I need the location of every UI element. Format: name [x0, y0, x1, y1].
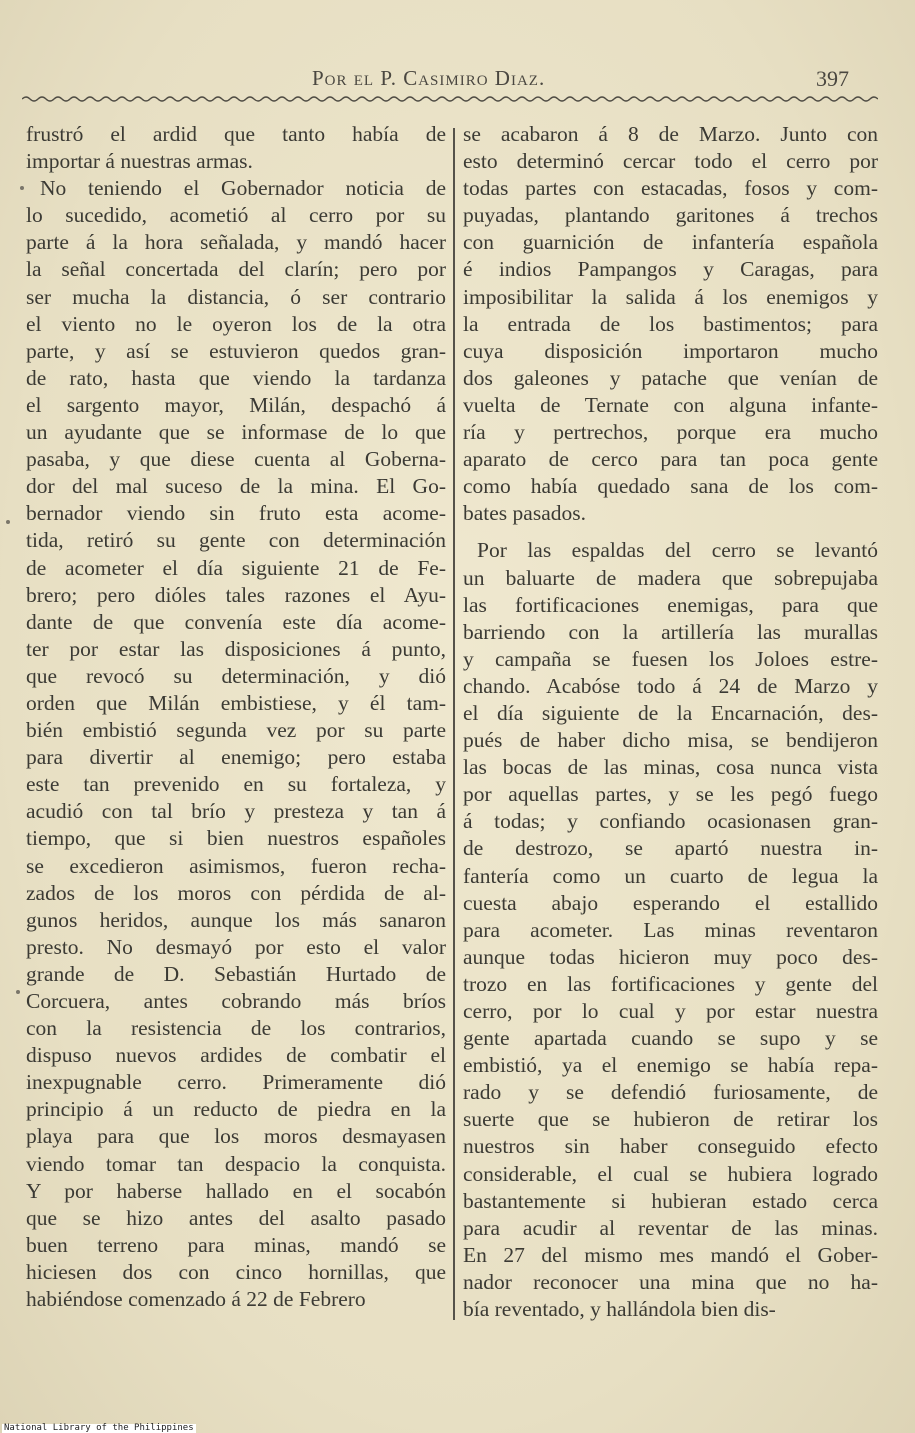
text-line: el viento no le oyeron los de la otra [26, 311, 446, 336]
text-line: bates pasados. [463, 501, 586, 526]
ink-speck [20, 186, 24, 190]
text-line: de acometer el día siguiente 21 de Fe- [26, 555, 446, 580]
text-line: con la resistencia de los contrarios, [26, 1016, 446, 1041]
running-head [0, 58, 915, 98]
text-line: este tan prevenido en su fortaleza, y [26, 772, 446, 797]
text-line: imposibilitar la salida á los enemigos y [463, 284, 878, 309]
text-line: puyadas, plantando garitones á trechos [463, 203, 878, 228]
text-line: presto. No desmayó por esto el valor [26, 934, 446, 959]
text-line: zados de los moros con pérdida de al- [26, 880, 446, 905]
text-line: playa para que los moros desmayasen [26, 1124, 446, 1149]
text-line: la entrada de los bastimentos; para [463, 311, 878, 336]
text-line: ter por estar las disposiciones á punto, [26, 636, 446, 661]
text-line: gunos heridos, aunque los más sanaron [26, 907, 446, 932]
text-line: dos galeones y patache que venían de [463, 365, 878, 390]
text-line: para acometer. Las minas reventaron [463, 917, 878, 942]
ink-speck [16, 990, 20, 994]
text-line: embistió, ya el enemigo se había repa- [463, 1053, 878, 1078]
text-line: bernador viendo sin fruto esta acome- [26, 501, 446, 526]
text-line: dispuso nuevos ardides de combatir el [26, 1043, 446, 1068]
text-line: é indios Pampangos y Caragas, para [463, 257, 878, 282]
text-line: tiempo, que si bien nuestros españoles [26, 826, 446, 851]
text-line: un ayudante que se informase de lo que [26, 420, 446, 445]
ink-speck [6, 520, 10, 524]
text-line: dante de que convenía este día acome- [26, 609, 446, 634]
text-line: un baluarte de madera que sobrepujaba [463, 565, 878, 590]
text-line: tida, retiró su gente con determinación [26, 528, 446, 553]
text-line: bastantemente si hubieran estado cerca [463, 1188, 878, 1213]
text-line: aparato de cerco para tan poca gente [463, 447, 878, 472]
text-line: No teniendo el Gobernador noticia de [40, 176, 446, 201]
text-line: cuya disposición importaron mucho [463, 338, 878, 363]
text-line: nador reconocer una mina que no ha- [463, 1269, 878, 1294]
text-line: importar á nuestras armas. [26, 149, 253, 174]
text-line: Corcuera, antes cobrando más bríos [26, 989, 446, 1013]
text-line: todas partes con estacadas, fosos y com- [463, 176, 878, 201]
running-title: Por el P. Casimiro Diaz. [312, 66, 546, 90]
text-line: Y por haberse hallado en el socabón [26, 1178, 446, 1203]
text-line: la señal concertada del clarín; pero por [26, 257, 446, 282]
text-line: frustró el ardid que tanto había de [26, 122, 446, 146]
right-column [463, 121, 878, 1323]
text-line: chando. Acabóse todo á 24 de Marzo y [463, 673, 878, 698]
text-line: principio á un reducto de piedra en la [26, 1097, 446, 1122]
text-line: con guarnición de infantería española [463, 230, 878, 255]
text-line: pasaba, y que diese cuenta al Goberna- [26, 447, 446, 472]
text-line: el día siguiente de la Encarnación, des- [463, 700, 878, 725]
text-line: pués de haber dicho misa, se bendijeron [463, 728, 878, 753]
text-line: habiéndose comenzado á 22 de Febrero [26, 1287, 366, 1312]
text-line: rado y se defendió furiosamente, de [463, 1080, 878, 1105]
text-line: que revocó su determinación, y dió [26, 663, 446, 688]
text-line: se excedieron asimismos, fueron recha- [26, 853, 446, 878]
text-line: Por las espaldas del cerro se levantó [477, 538, 878, 563]
text-line: el sargento mayor, Milán, despachó á [26, 392, 446, 417]
text-line: nuestros sin haber conseguido efecto [463, 1134, 878, 1159]
text-line: barriendo con la artillería las murallas [463, 619, 878, 644]
text-line: á todas; y confiando ocasionasen gran- [463, 809, 878, 834]
text-line: por aquellas partes, y se les pegó fuego [463, 782, 878, 807]
text-line: En 27 del mismo mes mandó el Gober- [463, 1242, 878, 1267]
text-line: grande de D. Sebastián Hurtado de [26, 961, 446, 986]
text-line: orden que Milán embistiese, y él tam- [26, 690, 446, 715]
text-line: cerro, por lo cual y por estar nuestra [463, 999, 878, 1023]
text-line: gente apartada cuando se supo y se [463, 1026, 878, 1051]
text-line: para acudir al reventar de las minas. [463, 1215, 878, 1240]
text-line: las fortificaciones enemigas, para que [463, 592, 878, 617]
text-line: se acabaron á 8 de Marzo. Junto con [463, 122, 878, 146]
page-number: 397 [816, 66, 849, 91]
text-line: brero; pero dióles tales razones el Ayu- [26, 582, 446, 607]
text-line: parte, y así se estuvieron quedos gran- [26, 338, 446, 363]
text-line: viendo tomar tan despacio la conquista. [26, 1151, 446, 1176]
text-line: dor del mal suceso de la mina. El Go- [26, 474, 446, 499]
text-line: parte á la hora señalada, y mandó hacer [26, 230, 446, 255]
text-line: cuesta abajo esperando el estallido [463, 890, 878, 915]
text-line: bía reventado, y hallándola bien dis- [463, 1297, 776, 1322]
text-line: y campaña se fuesen los Joloes estre- [463, 646, 878, 671]
text-line: aunque todas hicieron muy poco des- [463, 944, 878, 969]
text-line: que se hizo antes del asalto pasado [26, 1205, 446, 1230]
text-line: suerte que se hubieron de retirar los [463, 1107, 878, 1132]
text-line: acudió con tal brío y presteza y tan á [26, 799, 446, 824]
text-line: fantería como un cuarto de legua la [463, 863, 878, 888]
left-column [26, 121, 446, 1313]
text-line: de destrozo, se apartó nuestra in- [463, 836, 878, 861]
text-line: vuelta de Ternate con alguna infante- [463, 392, 878, 417]
text-line: ser mucha la distancia, ó ser contrario [26, 284, 446, 309]
text-line: para divertir al enemigo; pero estaba [26, 745, 446, 770]
text-line: trozo en las fortificaciones y gente del [463, 971, 878, 996]
ornamental-rule [22, 94, 878, 104]
column-divider [453, 128, 455, 1320]
text-line: esto determinó cercar todo el cerro por [463, 149, 878, 174]
text-line: bién embistió segunda vez por su parte [26, 718, 446, 743]
text-line: buen terreno para minas, mandó se [26, 1232, 446, 1257]
text-line: hiciesen dos con cinco hornillas, que [26, 1259, 446, 1284]
text-line: de rato, hasta que viendo la tardanza [26, 365, 446, 390]
text-line: inexpugnable cerro. Primeramente dió [26, 1070, 446, 1095]
text-line: las bocas de las minas, cosa nunca vista [463, 755, 878, 780]
text-line: considerable, el cual se hubiera logrado [463, 1161, 878, 1186]
library-credit: National Library of the Philippines [4, 1423, 194, 1433]
text-line: ría y pertrechos, porque era mucho [463, 420, 878, 445]
text-line: como había quedado sana de los com- [463, 474, 878, 499]
text-line: lo sucedido, acometió al cerro por su [26, 203, 446, 228]
